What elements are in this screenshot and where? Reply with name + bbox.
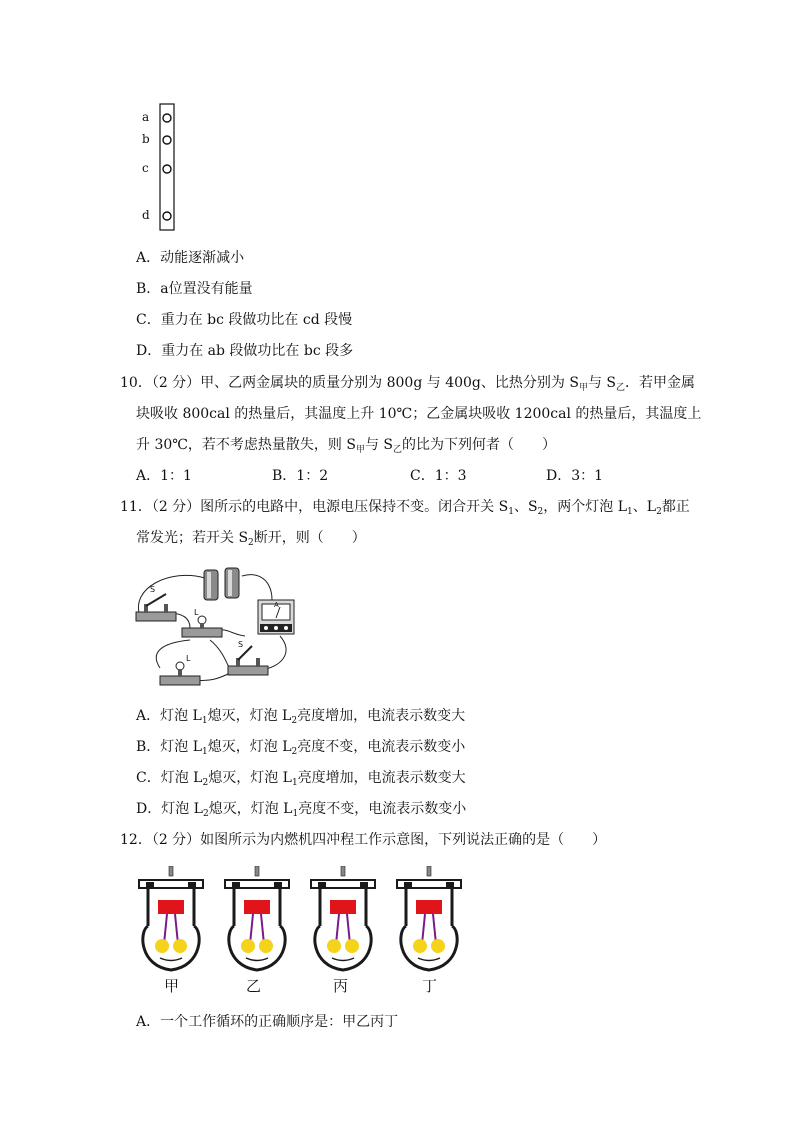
switch-s-lever (146, 594, 166, 606)
q11-opt-d-part: 熄灭，灯泡 L (208, 801, 293, 817)
q11-option-b[interactable] (136, 737, 465, 762)
q10-option-d[interactable]: D．3：1 (546, 468, 604, 484)
q11-sub: 1 (627, 507, 633, 517)
q11-stem-c: ，两个灯泡 L (543, 499, 628, 515)
q10-line3-text: 升 30℃，若不考虑热量散失，则 S (136, 437, 356, 453)
q11-opt-b-part: 熄灭，灯泡 L (207, 739, 292, 755)
q11-opt-d-part: D．灯泡 L (136, 801, 203, 817)
engine-label-yi: 乙 (246, 977, 262, 995)
q11-opt-sub: 1 (202, 747, 208, 757)
q9-option-b[interactable]: B．a位置没有能量 (136, 281, 253, 297)
q10-option-c[interactable]: C．1：3 (410, 468, 467, 484)
q11-stem-d: 、L (632, 499, 657, 515)
battery-1-shine (207, 572, 211, 598)
wire (210, 640, 230, 670)
engine-label-jia: 甲 (164, 977, 180, 995)
q10-sub-yi-2: 乙 (393, 445, 403, 455)
q11-sub: 2 (537, 507, 544, 517)
q11-opt-sub: 2 (291, 747, 298, 757)
engine-label-ding: 丁 (422, 977, 438, 995)
q11-opt-sub: 1 (291, 778, 298, 788)
engine-ding (397, 866, 461, 970)
engine-label-bing: 丙 (333, 977, 349, 995)
q9-option-d[interactable]: D．重力在 ab 段做功比在 bc 段多 (136, 343, 354, 359)
lamp-l2-bulb (176, 662, 184, 670)
engines-diagram (134, 866, 474, 976)
lamp-l1-bulb (198, 616, 206, 624)
q10-stem-line2: 块吸收 800cal 的热量后，其温度上升 10℃；乙金属块吸收 1200cal 的热量后，其温度上 (136, 406, 702, 422)
engine-yi (225, 866, 289, 970)
q9-option-c[interactable]: C．重力在 bc 段做功比在 cd 段慢 (136, 312, 353, 328)
q10-sub-jia-1: 甲 (578, 383, 588, 393)
q11-opt-c-part: C．灯泡 L (136, 770, 203, 786)
hole-d (163, 212, 171, 220)
q11-opt-c-part: 熄灭，灯泡 L (208, 770, 292, 786)
q11-opt-d-part: 亮度不变，电流表示数变小 (298, 801, 467, 817)
q11-opt-sub: 2 (202, 778, 209, 788)
q11-opt-a-part: 熄灭，灯泡 L (207, 708, 292, 724)
q11-opt-b-part: 亮度不变，电流表示数变小 (297, 739, 466, 755)
q10-option-a[interactable]: A．1：1 (136, 468, 192, 484)
circuit-label-s2: S (238, 640, 244, 649)
q11-stem-line1 (120, 497, 690, 522)
q11-circuit-figure (130, 558, 310, 694)
q10-stem-line1 (120, 373, 695, 398)
q11-line2-b: 断开，则（ ） (253, 530, 366, 546)
q11-sub: 2 (248, 538, 254, 548)
q11-opt-a-part: A．灯泡 L (136, 708, 202, 724)
q10-line1-tail: 与 S (587, 375, 616, 391)
lamp-l2-base (160, 676, 200, 685)
circuit-label-s: S (150, 585, 156, 594)
q9-label-a: a (142, 110, 150, 124)
q9-figure (130, 100, 190, 235)
q11-sub: 1 (508, 507, 514, 517)
q10-sub-yi-1: 乙 (616, 383, 626, 393)
wire (156, 640, 190, 668)
hole-a (163, 114, 171, 122)
engine-jia (139, 866, 203, 970)
hole-c (163, 165, 171, 173)
circuit-label-l1: L (194, 608, 199, 617)
q11-option-d[interactable] (136, 799, 466, 824)
lamp-l2-socket (178, 669, 182, 676)
q11-opt-sub: 2 (291, 716, 298, 726)
q9-label-b: b (142, 132, 150, 146)
battery-2-shine (228, 570, 232, 596)
lamp-l1-socket (200, 623, 204, 628)
wire (260, 636, 286, 670)
switch-s-post (164, 604, 168, 613)
switch-s-base (136, 612, 176, 621)
ammeter-terminal (264, 626, 268, 630)
q9-label-d: d (142, 208, 150, 222)
engine-bing (311, 866, 375, 970)
q9-option-a[interactable]: A．动能逐渐减小 (136, 250, 245, 266)
circuit-diagram (130, 558, 310, 694)
hole-b (163, 136, 171, 144)
switch-s2-post (256, 658, 260, 667)
q11-stem-b: 、S (513, 499, 538, 515)
q11-opt-sub: 2 (202, 809, 209, 819)
q11-opt-c-part: 亮度增加，电流表示数变大 (297, 770, 466, 786)
ammeter-terminal (284, 626, 288, 630)
q11-line2-a: 常发光；若开关 S (136, 530, 249, 546)
switch-s2-base (228, 666, 268, 675)
q11-stem-e: 都正 (661, 499, 690, 515)
q10-option-b[interactable]: B．1：2 (272, 468, 329, 484)
lamp-l1-base (182, 628, 222, 637)
q10-stem-line3 (136, 435, 556, 460)
q10-line1-text: 10．（2 分）甲、乙两金属块的质量分别为 800g 与 400g、比热分别为 S (120, 375, 579, 391)
q9-label-c: c (142, 161, 149, 175)
ammeter-terminal (274, 626, 278, 630)
q10-line1-end: ．若甲金属 (625, 375, 696, 391)
q10-sub-jia-2: 甲 (355, 445, 365, 455)
q11-option-c[interactable] (136, 768, 466, 793)
q11-opt-sub: 1 (292, 809, 299, 819)
q10-line3-end: 的比为下列何者（ ） (402, 437, 557, 453)
q11-opt-sub: 1 (201, 716, 208, 726)
q12-stem: 12．（2 分）如图所示为内燃机四冲程工作示意图，下列说法正确的是（ ） (120, 832, 607, 848)
q12-engines-figure (134, 866, 474, 976)
circuit-label-l: L (186, 654, 191, 663)
q11-stem-line2 (136, 528, 366, 553)
q10-line3-mid: 与 S (364, 437, 394, 453)
ammeter-label: A (274, 601, 279, 609)
q11-sub: 2 (656, 507, 662, 517)
q11-stem-a: 11．（2 分）图所示的电路中，电源电压保持不变。闭合开关 S (120, 499, 509, 515)
q12-option-a[interactable]: A．一个工作循环的正确顺序是：甲乙丙丁 (136, 1014, 399, 1030)
q11-opt-b-part: B．灯泡 L (136, 739, 203, 755)
q11-opt-a-part: 亮度增加，电流表示数变大 (297, 708, 466, 724)
q11-option-a[interactable] (136, 706, 465, 731)
q9-strip-diagram (130, 100, 190, 235)
